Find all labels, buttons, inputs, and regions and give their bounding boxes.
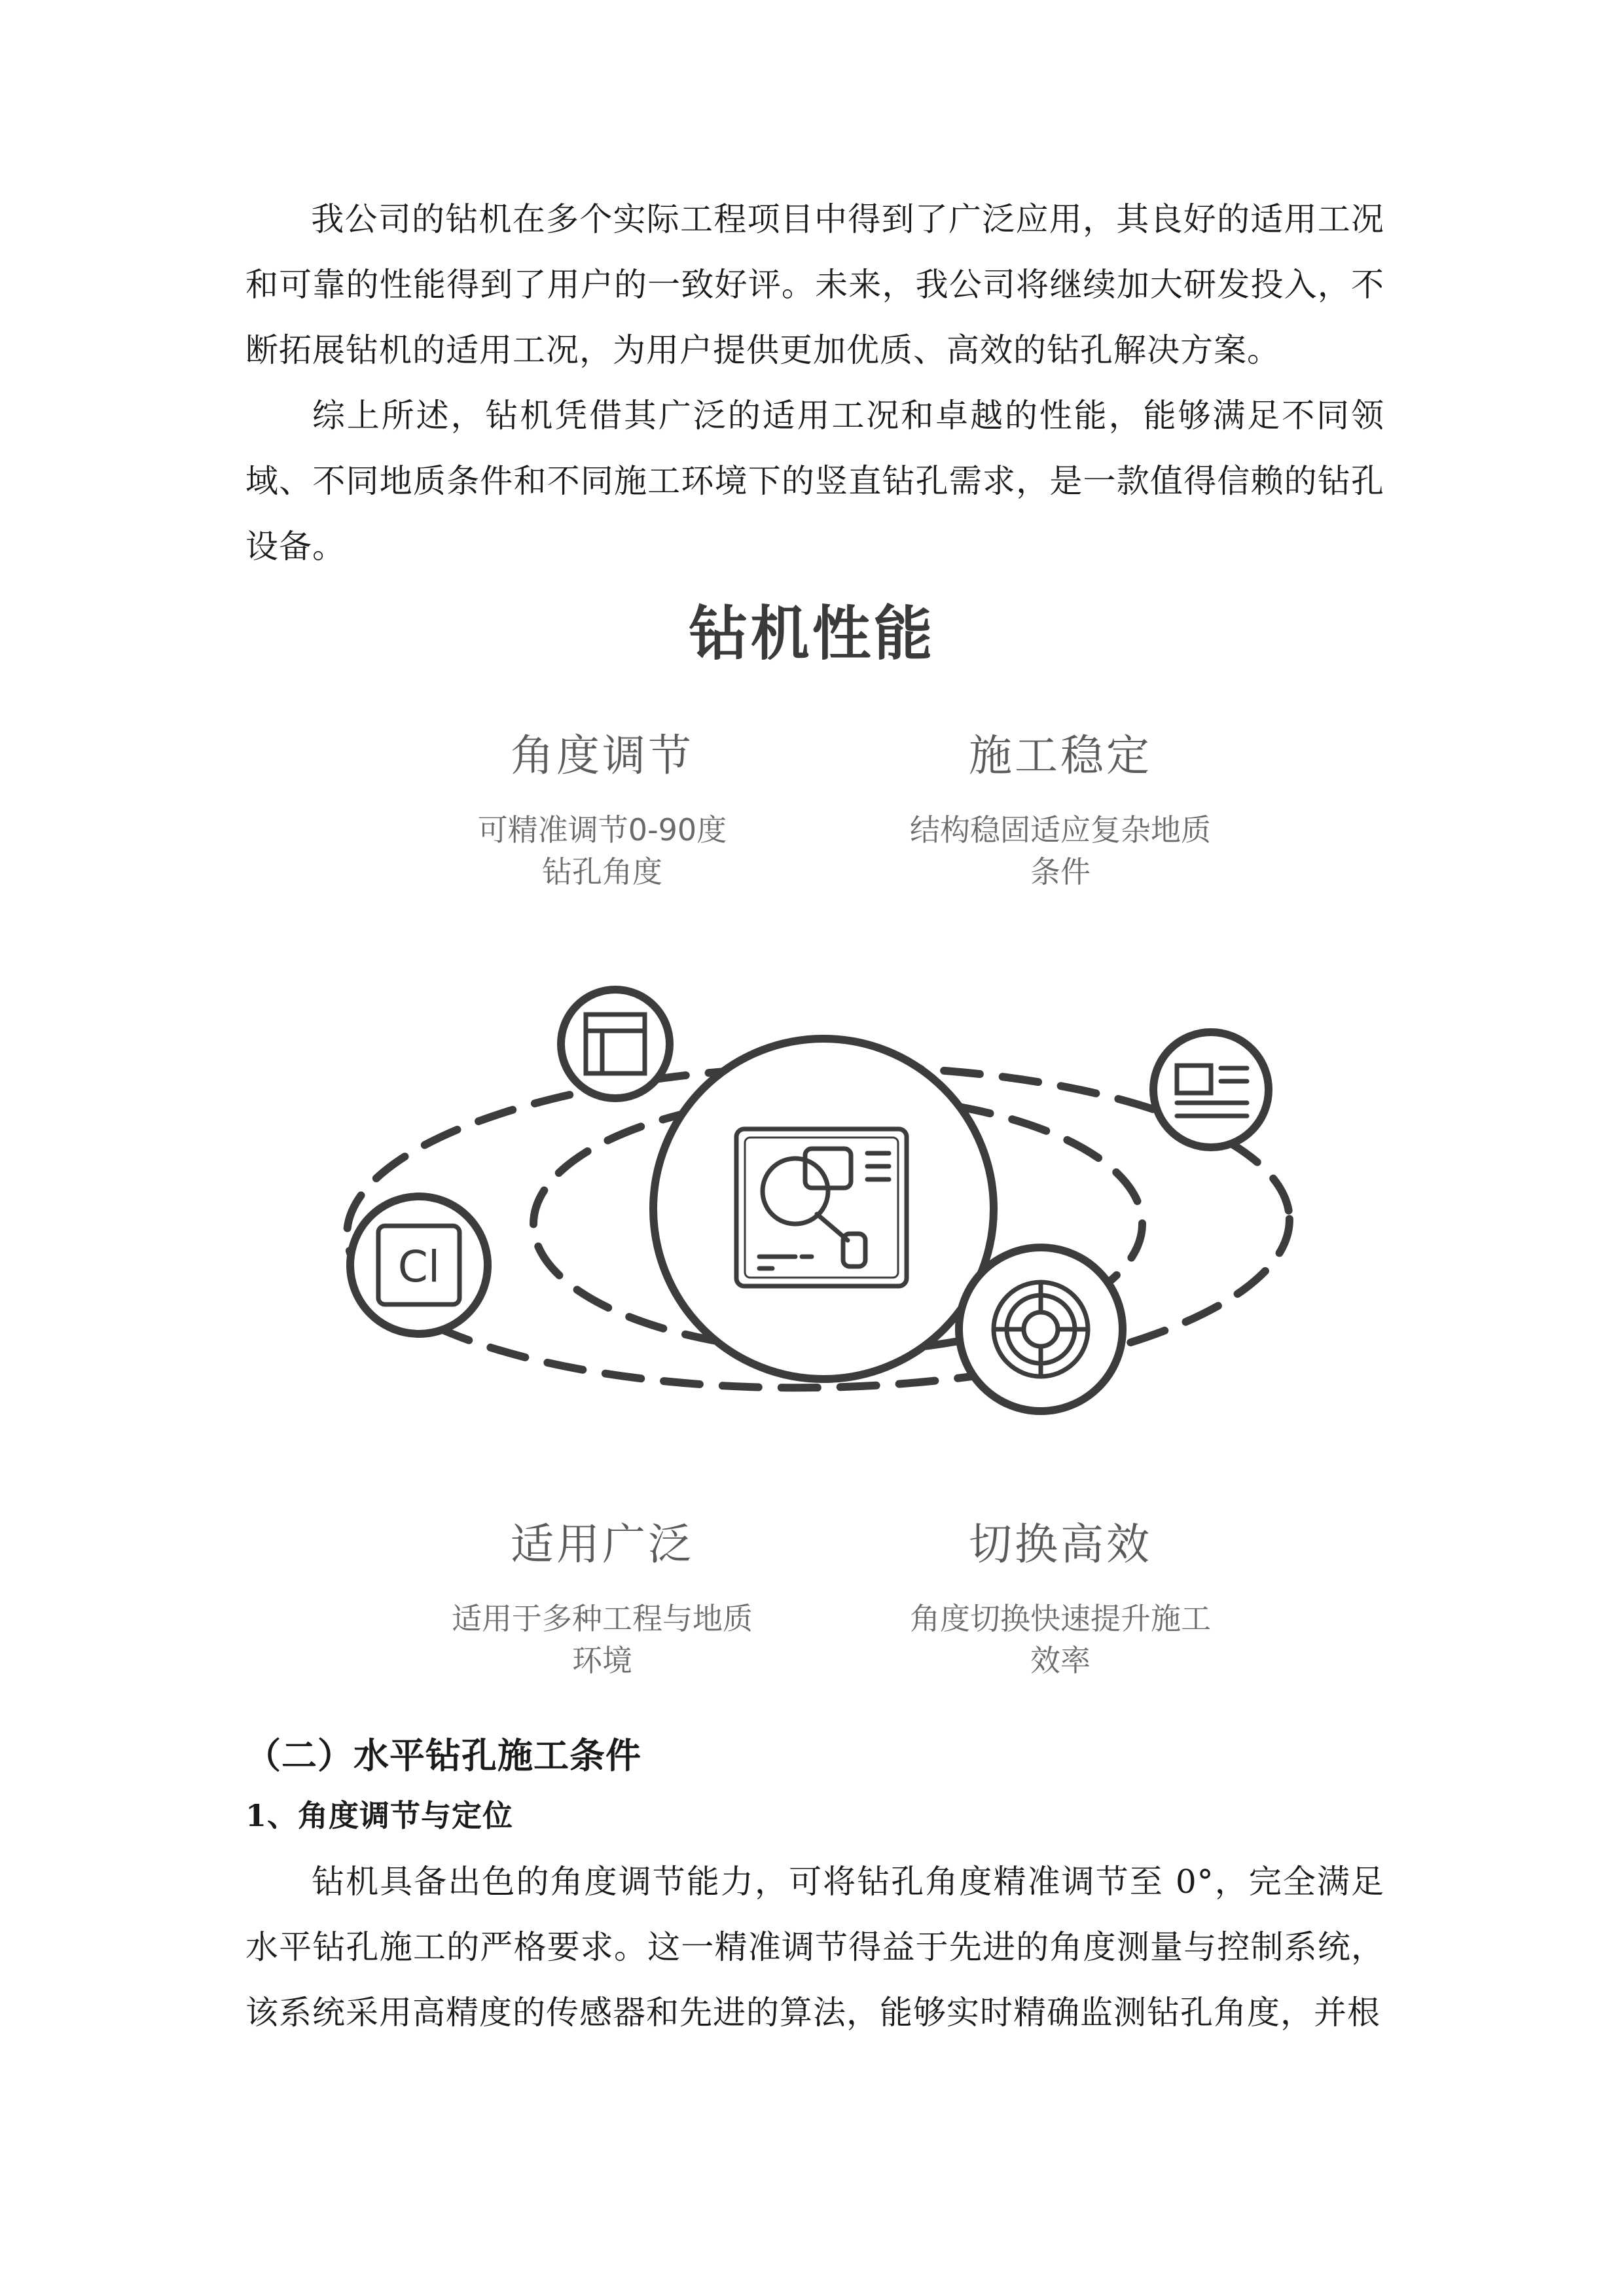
feature-description-line: 钻孔角度 (542, 854, 662, 889)
feature-title: 适用广泛 (511, 1519, 694, 1570)
feature-title: 施工稳定 (969, 730, 1152, 781)
feature-description (864, 1598, 1257, 1681)
angle-adjust-paragraph-text: 钻机具备出色的角度调节能力，可将钻孔角度精准调节至 0°，完全满足水平钻孔施工的严格要求。这一精准调节得益于先进的角度测量与控制系统，该系统采用高精度的传感器和先进的算法，能够实时精确监测钻孔角度，并根 (245, 1863, 1384, 2032)
feature-description-line: 环境 (572, 1643, 632, 1678)
feature-description (406, 1598, 799, 1681)
summary-paragraph (245, 383, 1384, 579)
feature-description-line: 结构稳固适应复杂地质 (910, 812, 1211, 848)
feature-stable-construction (864, 726, 1257, 893)
section-heading: （二）水平钻孔施工条件 (245, 1734, 641, 1776)
angle-adjust-paragraph (245, 1849, 1384, 2045)
drill-performance-diagram (314, 969, 1309, 1492)
feature-efficient-switching (864, 1515, 1257, 1681)
feature-wide-application (406, 1515, 799, 1681)
feature-description-line: 适用于多种工程与地质 (452, 1601, 753, 1636)
intro-paragraph (245, 187, 1384, 383)
feature-title: 切换高效 (969, 1519, 1152, 1570)
feature-description (406, 809, 799, 893)
feature-description-line: 角度切换快速提升施工 (910, 1601, 1211, 1636)
feature-angle-adjust (406, 726, 799, 893)
text-tile-label: Cl (397, 1242, 441, 1292)
summary-paragraph-text: 综上所述，钻机凭借其广泛的适用工况和卓越的性能，能够满足不同领域、不同地质条件和不同施工环境下的竖直钻孔需求，是一款值得信赖的钻孔设备。 (245, 397, 1384, 565)
feature-description-line: 效率 (1030, 1643, 1091, 1678)
section-subheading: 1、角度调节与定位 (245, 1798, 514, 1833)
feature-title: 角度调节 (511, 730, 694, 781)
figure-title: 钻机性能 (689, 600, 935, 668)
feature-description (864, 809, 1257, 893)
feature-description-line: 可精准调节0-90度 (477, 812, 727, 848)
feature-description-line: 条件 (1030, 854, 1091, 889)
intro-paragraph-text: 我公司的钻机在多个实际工程项目中得到了广泛应用，其良好的适用工况和可靠的性能得到了用户的一致好评。未来，我公司将继续加大研发投入，不断拓展钻机的适用工况，为用户提供更加优质、高效的钻孔解决方案。 (245, 200, 1384, 369)
